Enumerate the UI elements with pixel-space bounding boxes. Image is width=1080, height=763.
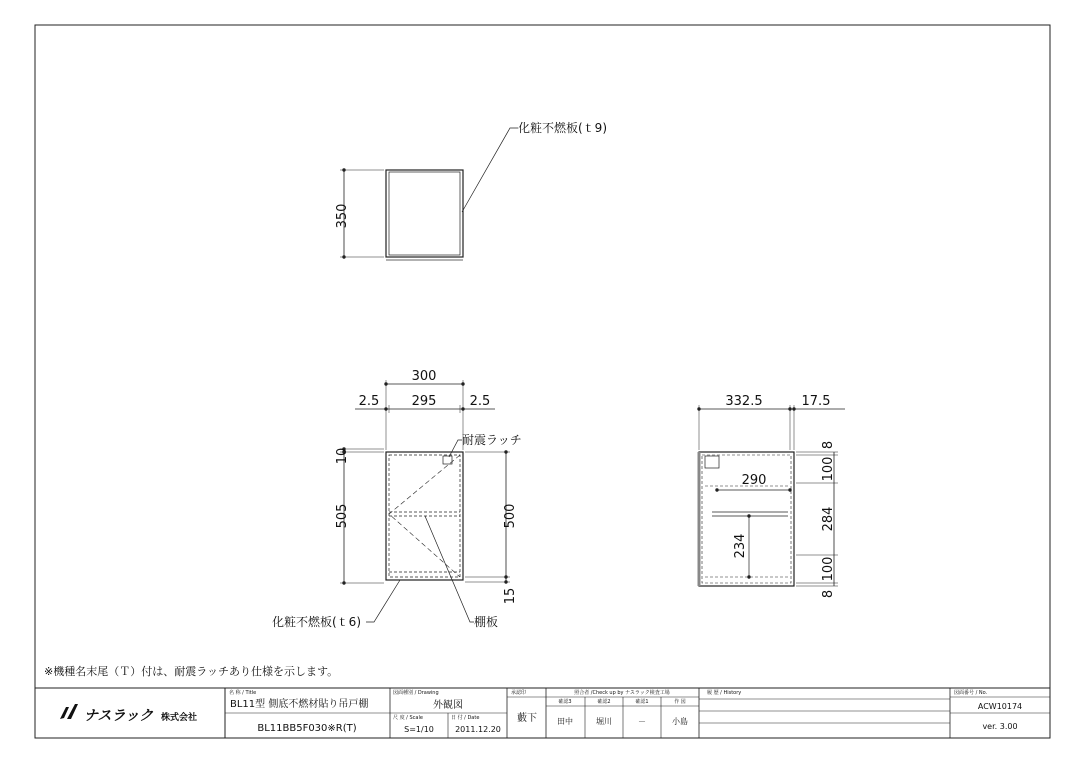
callout-bottom-panel: 化粧不燃板(ｔ6) [272,615,361,629]
front-view [340,380,510,622]
check-name-4: 小島 [672,717,688,726]
number-label: 図面番号 / No. [954,690,988,696]
date-label: 日 付 / Date [451,715,480,721]
check-name-2: 堀川 [596,717,612,726]
front-inner-height-dim: 500 [503,503,518,529]
version: ver. 3.00 [982,722,1018,731]
front-top-offset-dim: 10 [335,447,350,465]
front-overall-width-dim: 300 [411,369,437,384]
side-right-dim-3: 284 [821,506,836,532]
top-height-dim: 350 [335,203,350,229]
logo-text: ナスラック [84,708,154,724]
scale-label: 尺 度 / Scale [393,715,423,721]
top-view [340,128,518,260]
front-bottom-offset-dim: 15 [503,587,518,605]
check-name-1: 田中 [557,717,573,726]
front-left-gap-dim: 2.5 [358,394,380,409]
side-right-dim-1: 8 [821,440,836,450]
side-shelf-height-dim: 234 [733,533,748,559]
logo-suffix: 株式会社 [161,713,198,723]
side-right-dim-4: 100 [821,556,836,582]
callout-top-panel: 化粧不燃板(ｔ9) [518,121,607,135]
check-label-4: 作 図 [674,699,686,705]
title-label: 名 称 / Title [229,690,257,696]
front-right-gap-dim: 2.5 [469,394,491,409]
title-text: BL11型 側底不燃材貼り吊戸棚 [230,699,369,710]
callout-latch: 耐震ラッチ [462,433,522,447]
check-label-2: 確認2 [597,699,611,705]
drawing-number: ACW10174 [977,702,1023,711]
front-height-dim: 505 [335,503,350,529]
side-right-dim-2: 100 [821,456,836,482]
approval-label: 承認印 [511,690,527,696]
side-right-dim-5: 8 [821,589,836,599]
check-label-1: 確認3 [558,699,572,705]
check-name-3: － [638,717,646,726]
drawing-label: 図面種別 / Drawing [393,690,439,696]
check-label-3: 確認1 [635,699,649,705]
approver-name: 藪下 [517,713,537,724]
side-shelf-depth-dim: 290 [741,473,767,488]
front-inner-width-dim: 295 [411,394,437,409]
spec-note: ※機種名末尾（Ｔ）付は、耐震ラッチあり仕様を示します。 [44,665,339,678]
logo-mark-icon [60,704,78,719]
model-number: BL11BB5F030※R(T) [257,723,357,734]
company-logo [60,704,197,724]
scale-value: S=1/10 [404,725,434,734]
side-door-dim: 17.5 [801,394,831,409]
side-depth-dim: 332.5 [725,394,763,409]
history-label: 履 歴 / History [707,690,742,696]
check-label: 照合者 /Check up by ナスラック検査工場 [574,690,670,696]
date-value: 2011.12.20 [455,725,501,734]
callout-shelf: 棚板 [474,615,499,629]
drawing-type: 外観図 [433,700,463,711]
